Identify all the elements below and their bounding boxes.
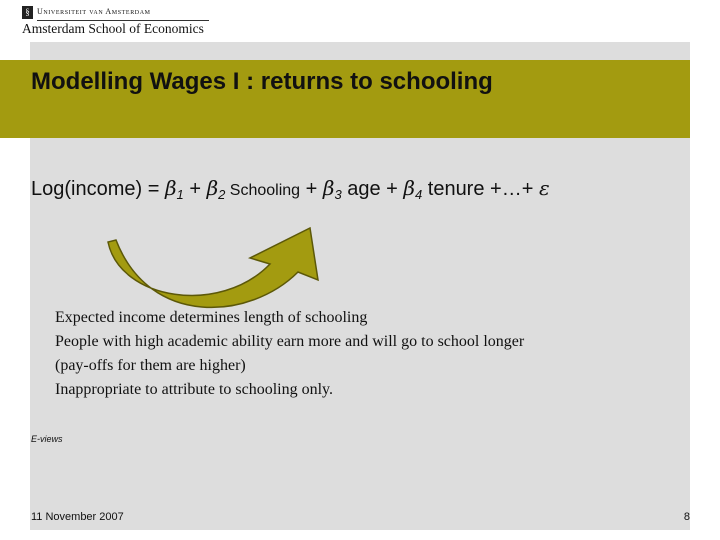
term-tenure: tenure <box>422 178 485 200</box>
equation-plus-1: + <box>183 178 207 200</box>
beta-4: β <box>403 176 415 200</box>
university-logo <box>22 4 212 38</box>
beta-3: β <box>322 176 335 200</box>
equation-ellipsis: +…+ <box>484 178 539 200</box>
bullet-item: People with high academic ability earn more and will go to school longer <box>55 333 525 350</box>
beta-1-subscript: 1 <box>176 187 184 202</box>
eviews-note: E-views <box>31 434 63 444</box>
term-age: age <box>341 178 381 200</box>
epsilon-term: ε <box>538 176 550 200</box>
beta-2: β <box>206 176 219 200</box>
regression-equation <box>31 176 550 202</box>
beta-3-subscript: 3 <box>334 187 342 202</box>
curved-arrow-icon <box>100 220 330 310</box>
equation-plus-3: + <box>380 178 404 200</box>
bullet-list <box>55 306 524 402</box>
equation-lhs: Log(income) <box>31 178 143 200</box>
beta-1: β <box>164 176 177 200</box>
university-name: Universiteit van Amsterdam <box>37 7 151 16</box>
page-number: 8 <box>683 511 690 523</box>
beta-4-subscript: 4 <box>414 187 423 202</box>
slide-title: Modelling Wages I : returns to schooling <box>31 68 493 95</box>
bullet-item: (pay-offs for them are higher) <box>55 357 246 374</box>
bullet-item: Expected income determines length of schooling <box>55 309 368 326</box>
logo-mark-icon: § <box>22 6 33 19</box>
equation-equals: = <box>142 178 165 200</box>
school-name: Amsterdam School of Economics <box>22 21 204 36</box>
term-schooling: Schooling <box>225 182 301 199</box>
beta-2-subscript: 2 <box>218 187 226 202</box>
footer-date: 11 November 2007 <box>31 511 124 523</box>
equation-plus-2: + <box>300 178 323 200</box>
bullet-item: Inappropriate to attribute to schooling only. <box>55 381 334 398</box>
